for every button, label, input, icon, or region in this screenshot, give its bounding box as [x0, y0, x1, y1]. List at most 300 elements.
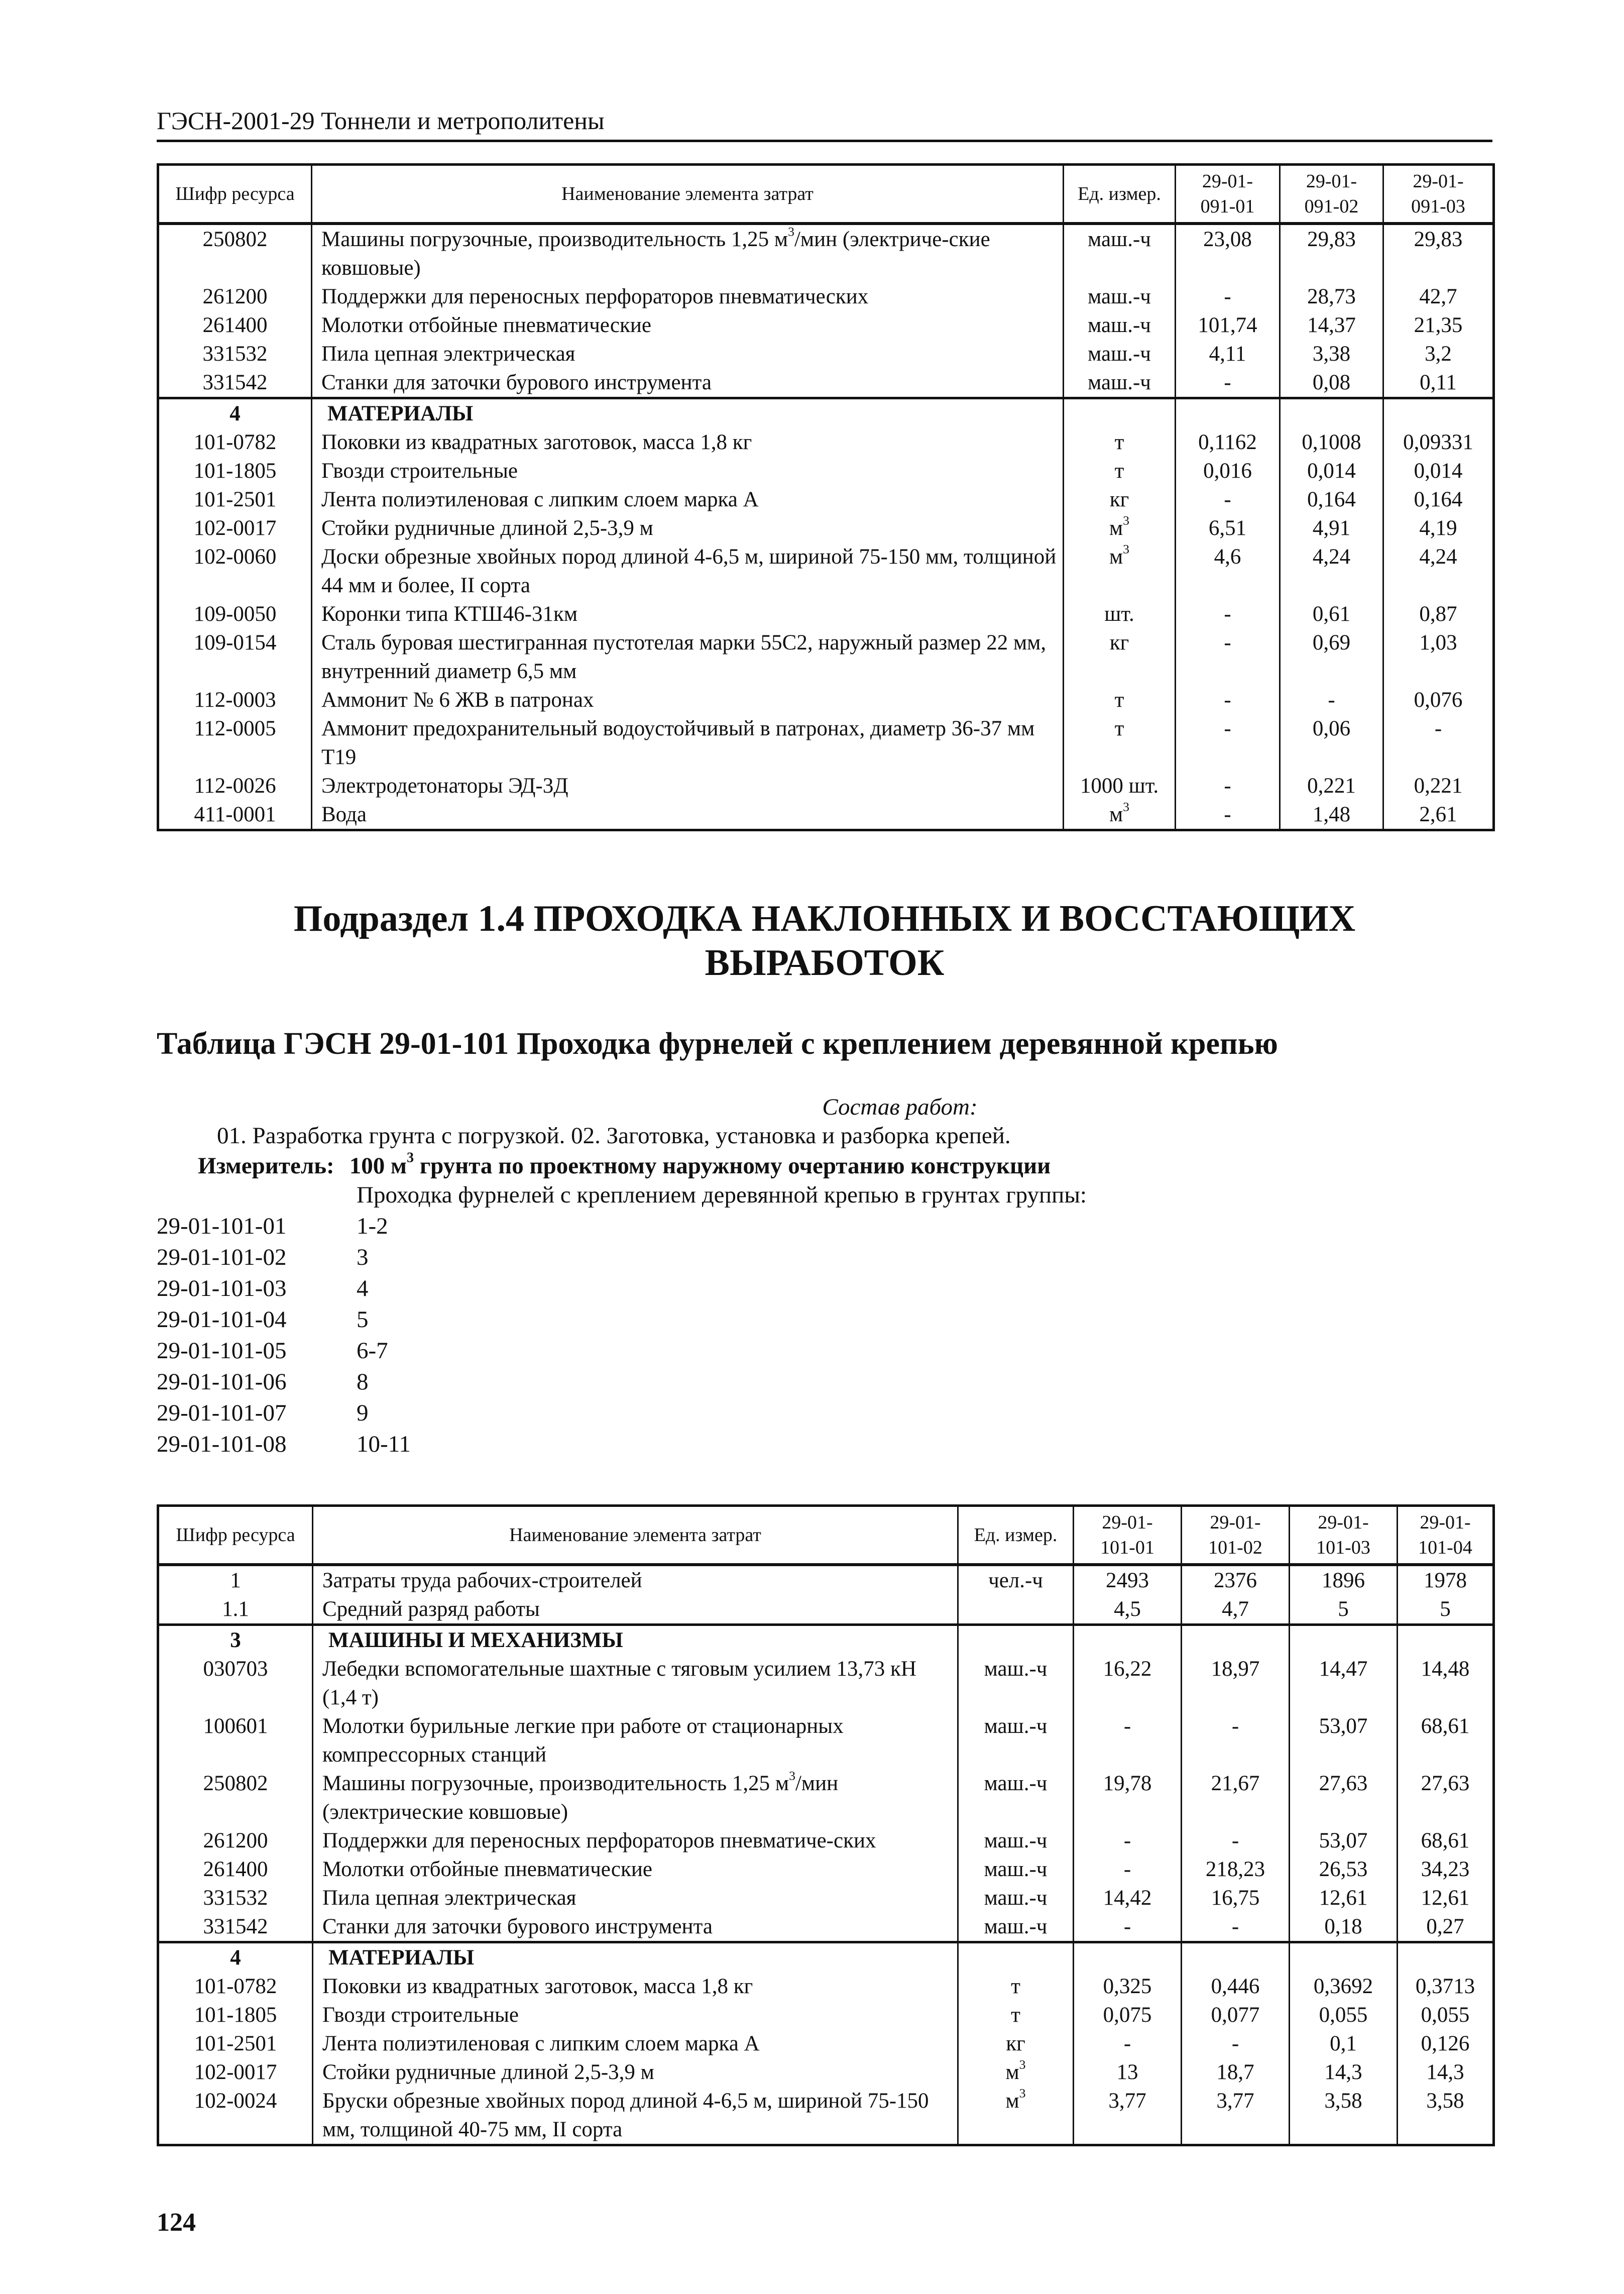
page-number: 124	[157, 2208, 196, 2237]
resource-name: Стойки рудничные длиной 2,5-3,9 м	[313, 2058, 958, 2087]
variant-code: 29-01-101-05	[157, 1338, 287, 1364]
resource-name: Молотки отбойные пневматические	[313, 1855, 958, 1884]
resource-code: 102-0060	[158, 542, 312, 600]
resource-name: Машины погрузочные, производительность 1,25 $м^3$/мин (электрические ковшовые)	[313, 1769, 958, 1826]
norm-value: 26,53	[1290, 1855, 1398, 1884]
table-row	[158, 2001, 1494, 2029]
norm-value: 2,61	[1383, 800, 1494, 830]
norm-value: -	[1176, 368, 1280, 398]
table-row	[158, 224, 1494, 282]
resource-code: 261400	[158, 311, 312, 340]
norm-value: 0,014	[1280, 457, 1383, 485]
norm-value: 3,58	[1290, 2087, 1398, 2145]
norm-value: 4,7	[1182, 1595, 1290, 1625]
variant-row	[157, 1429, 411, 1460]
norm-value: 4,6	[1176, 542, 1280, 600]
unit: маш.-ч	[1064, 311, 1176, 340]
unit: маш.-ч	[958, 1712, 1074, 1769]
resource-code: 101-2501	[158, 485, 312, 514]
norm-value: 29,83	[1383, 224, 1494, 282]
norm-value: 1896	[1290, 1565, 1398, 1595]
norm-value: 16,75	[1182, 1884, 1290, 1912]
table-row	[158, 457, 1494, 485]
column-header-variant: 29-01- 101-03	[1290, 1506, 1398, 1565]
column-header-variant: 29-01- 091-02	[1280, 165, 1383, 224]
resource-code: 3	[158, 1625, 313, 1655]
resource-name: Электродетонаторы ЭД-3Д	[312, 772, 1064, 800]
resource-name: Аммонит предохранительный водоустойчивый в патронах, диаметр 36-37 мм Т19	[312, 714, 1064, 772]
table-header-row	[158, 1506, 1494, 1565]
norm-value: 4,5	[1074, 1595, 1182, 1625]
variant-row	[157, 1335, 411, 1366]
resource-table-101	[157, 1504, 1495, 2146]
table-row	[158, 282, 1494, 311]
table-row	[158, 2058, 1494, 2087]
variant-row	[157, 1397, 411, 1429]
norm-value: 68,61	[1398, 1712, 1494, 1769]
norm-value: 4,19	[1383, 514, 1494, 542]
norm-value: 2493	[1074, 1565, 1182, 1595]
table-row	[158, 1855, 1494, 1884]
unit: маш.-ч	[958, 1884, 1074, 1912]
norm-value: 12,61	[1398, 1884, 1494, 1912]
norm-value: -	[1176, 686, 1280, 714]
table-row	[158, 311, 1494, 340]
table-row	[158, 1712, 1494, 1769]
resource-code: 101-0782	[158, 428, 312, 457]
column-header-variant: 29-01- 101-02	[1182, 1506, 1290, 1565]
norm-value: 0,076	[1383, 686, 1494, 714]
norm-value: -	[1074, 2029, 1182, 2058]
table-body	[158, 224, 1494, 830]
resource-name: Лента полиэтиленовая с липким слоем марка А	[313, 2029, 958, 2058]
resource-table-091	[157, 163, 1495, 831]
table-row	[158, 2029, 1494, 2058]
norm-value: 0,87	[1383, 600, 1494, 628]
table-header-row	[158, 165, 1494, 224]
norm-value: 27,63	[1290, 1769, 1398, 1826]
norm-value: -	[1182, 1712, 1290, 1769]
norm-value: 0,126	[1398, 2029, 1494, 2058]
unit: т	[1064, 714, 1176, 772]
variant-row	[157, 1366, 411, 1397]
norm-value: -	[1176, 800, 1280, 830]
resource-name: Поддержки для переносных перфораторов пневматиче-ских	[313, 1826, 958, 1855]
unit: кг	[958, 2029, 1074, 2058]
norm-value: 14,3	[1290, 2058, 1398, 2087]
resource-name: Аммонит № 6 ЖВ в патронах	[312, 686, 1064, 714]
resource-code: 4	[158, 1942, 313, 1973]
work-composition-items: 01. Разработка грунта с погрузкой. 02. Заготовка, установка и разборка крепей.	[217, 1123, 1011, 1149]
soil-group: 10-11	[357, 1431, 411, 1457]
variant-code: 29-01-101-02	[157, 1244, 287, 1270]
norm-value: 14,48	[1398, 1655, 1494, 1712]
unit: чел.-ч	[958, 1565, 1074, 1595]
variant-code: 29-01-101-08	[157, 1431, 287, 1457]
resource-code: 250802	[158, 1769, 313, 1826]
soil-group: 5	[357, 1306, 369, 1333]
norm-value	[1176, 398, 1280, 428]
resource-name: Поддержки для переносных перфораторов пневматических	[312, 282, 1064, 311]
unit: $м^3$	[958, 2087, 1074, 2145]
norm-value: 0,3692	[1290, 1972, 1398, 2001]
resource-name: Пила цепная электрическая	[313, 1884, 958, 1912]
unit: $м^3$	[1064, 542, 1176, 600]
table-body	[158, 1565, 1494, 2145]
resource-name: Стойки рудничные длиной 2,5-3,9 м	[312, 514, 1064, 542]
resource-name: Поковки из квадратных заготовок, масса 1,8 кг	[312, 428, 1064, 457]
variant-list	[157, 1211, 411, 1460]
table-row	[158, 1655, 1494, 1712]
variant-row	[157, 1273, 411, 1304]
norm-value: 16,22	[1074, 1655, 1182, 1712]
resource-code: 4	[158, 398, 312, 428]
unit: шт.	[1064, 600, 1176, 628]
unit: $м^3$	[1064, 800, 1176, 830]
norm-value: 2376	[1182, 1565, 1290, 1595]
table-row	[158, 714, 1494, 772]
norm-value: 23,08	[1176, 224, 1280, 282]
table-row	[158, 800, 1494, 830]
table-row	[158, 772, 1494, 800]
measure-label: Измеритель:	[198, 1153, 334, 1179]
column-header-name: Наименование элемента затрат	[313, 1506, 958, 1565]
resource-code: 261400	[158, 1855, 313, 1884]
norm-value: -	[1176, 600, 1280, 628]
resource-code: 112-0026	[158, 772, 312, 800]
column-header-variant: 29-01- 091-01	[1176, 165, 1280, 224]
unit: маш.-ч	[958, 1769, 1074, 1826]
section-title: МАТЕРИАЛЫ	[312, 398, 1064, 428]
norm-value: 4,24	[1280, 542, 1383, 600]
resource-name: Машины погрузочные, производительность 1,25 $м^3$/мин (электриче-ские ковшовые)	[312, 224, 1064, 282]
norm-value: 4,24	[1383, 542, 1494, 600]
unit: $м^3$	[1064, 514, 1176, 542]
unit: маш.-ч	[1064, 224, 1176, 282]
unit: маш.-ч	[1064, 340, 1176, 368]
norm-value: 0,055	[1398, 2001, 1494, 2029]
resource-code: 102-0017	[158, 2058, 313, 2087]
soil-group: 1-2	[357, 1213, 388, 1239]
running-title: ГЭСН-2001-29 Тоннели и метрополитены	[157, 105, 1492, 142]
norm-value: 0,014	[1383, 457, 1494, 485]
table-row	[158, 1826, 1494, 1855]
norm-value: 0,69	[1280, 628, 1383, 686]
unit	[958, 1595, 1074, 1625]
unit: т	[958, 2001, 1074, 2029]
column-header-variant: 29-01- 101-01	[1074, 1506, 1182, 1565]
resource-name: Затраты труда рабочих-строителей	[313, 1565, 958, 1595]
norm-value: -	[1176, 628, 1280, 686]
norm-value: 5	[1290, 1595, 1398, 1625]
norm-value: 101,74	[1176, 311, 1280, 340]
norm-value: 3,77	[1074, 2087, 1182, 2145]
norm-value: -	[1074, 1826, 1182, 1855]
norm-value: 18,7	[1182, 2058, 1290, 2087]
resource-code: 261200	[158, 1826, 313, 1855]
column-header-unit: Ед. измер.	[1064, 165, 1176, 224]
section-row	[158, 1942, 1494, 1973]
norm-value: 0,077	[1182, 2001, 1290, 2029]
norm-value	[1074, 1625, 1182, 1655]
norm-value: 0,164	[1280, 485, 1383, 514]
section-title: МАТЕРИАЛЫ	[313, 1942, 958, 1973]
resource-name: Молотки бурильные легкие при работе от стационарных компрессорных станций	[313, 1712, 958, 1769]
norm-value: 3,58	[1398, 2087, 1494, 2145]
norm-value: 0,055	[1290, 2001, 1398, 2029]
table-row	[158, 1972, 1494, 2001]
resource-name: Гвозди строительные	[313, 2001, 958, 2029]
table-row	[158, 1595, 1494, 1625]
resource-code: 331542	[158, 1912, 313, 1942]
resource-name: Средний разряд работы	[313, 1595, 958, 1625]
norm-value: 0,221	[1383, 772, 1494, 800]
variant-code: 29-01-101-04	[157, 1306, 287, 1333]
norm-value	[1280, 398, 1383, 428]
norm-value: 218,23	[1182, 1855, 1290, 1884]
resource-name: Станки для заточки бурового инструмента	[312, 368, 1064, 398]
unit: 1000 шт.	[1064, 772, 1176, 800]
norm-value: -	[1176, 282, 1280, 311]
norm-value: -	[1176, 714, 1280, 772]
norm-value	[1398, 1942, 1494, 1973]
norm-value: 53,07	[1290, 1712, 1398, 1769]
norm-value: 0,18	[1290, 1912, 1398, 1942]
unit	[958, 1625, 1074, 1655]
resource-code: 101-2501	[158, 2029, 313, 2058]
norm-value: 4,91	[1280, 514, 1383, 542]
unit: т	[1064, 428, 1176, 457]
norm-value: 14,42	[1074, 1884, 1182, 1912]
table-row	[158, 1565, 1494, 1595]
column-header-code: Шифр ресурса	[158, 165, 312, 224]
resource-code: 331532	[158, 1884, 313, 1912]
column-header-unit: Ед. измер.	[958, 1506, 1074, 1565]
norm-value: 0,61	[1280, 600, 1383, 628]
variant-row	[157, 1211, 411, 1242]
resource-code: 100601	[158, 1712, 313, 1769]
soil-group: 9	[357, 1400, 369, 1426]
norm-value	[1182, 1942, 1290, 1973]
resource-code: 102-0017	[158, 514, 312, 542]
table-row	[158, 1884, 1494, 1912]
table-row	[158, 2087, 1494, 2145]
table-row	[158, 368, 1494, 398]
unit	[958, 1942, 1074, 1973]
norm-value: 42,7	[1383, 282, 1494, 311]
norm-value: 3,77	[1182, 2087, 1290, 2145]
norm-value: 19,78	[1074, 1769, 1182, 1826]
norm-value: 0,446	[1182, 1972, 1290, 2001]
resource-code: 102-0024	[158, 2087, 313, 2145]
resource-code: 112-0005	[158, 714, 312, 772]
norm-value: 14,37	[1280, 311, 1383, 340]
column-header-name: Наименование элемента затрат	[312, 165, 1064, 224]
norm-value: 4,11	[1176, 340, 1280, 368]
norm-value: 18,97	[1182, 1655, 1290, 1712]
resource-code: 101-1805	[158, 2001, 313, 2029]
norm-value: -	[1074, 1712, 1182, 1769]
norm-value	[1290, 1625, 1398, 1655]
norm-value: 21,67	[1182, 1769, 1290, 1826]
resource-name: Доски обрезные хвойных пород длиной 4-6,5 м, шириной 75-150 мм, толщиной 44 мм и более, II сорта	[312, 542, 1064, 600]
resource-name: Гвозди строительные	[312, 457, 1064, 485]
unit: т	[958, 1972, 1074, 2001]
resource-code: 1.1	[158, 1595, 313, 1625]
norm-value: 28,73	[1280, 282, 1383, 311]
resource-name: Сталь буровая шестигранная пустотелая марки 55С2, наружный размер 22 мм, внутренний диаметр 6,5 мм	[312, 628, 1064, 686]
resource-code: 261200	[158, 282, 312, 311]
norm-value: 29,83	[1280, 224, 1383, 282]
unit	[1064, 398, 1176, 428]
group-caption: Проходка фурнелей с креплением деревянной крепью в грунтах группы:	[357, 1182, 1087, 1208]
table-row	[158, 600, 1494, 628]
norm-value: 34,23	[1398, 1855, 1494, 1884]
norm-value: 68,61	[1398, 1826, 1494, 1855]
table-row	[158, 514, 1494, 542]
resource-name: Станки для заточки бурового инструмента	[313, 1912, 958, 1942]
section-row	[158, 1625, 1494, 1655]
table-row	[158, 628, 1494, 686]
variant-code: 29-01-101-01	[157, 1213, 287, 1239]
norm-value: 0,11	[1383, 368, 1494, 398]
resource-code: 109-0154	[158, 628, 312, 686]
norm-value: 0,1	[1290, 2029, 1398, 2058]
norm-value: 14,3	[1398, 2058, 1494, 2087]
norm-value: 21,35	[1383, 311, 1494, 340]
table-row	[158, 686, 1494, 714]
soil-group: 8	[357, 1369, 369, 1395]
norm-value: -	[1280, 686, 1383, 714]
norm-value	[1182, 1625, 1290, 1655]
norm-value: 0,221	[1280, 772, 1383, 800]
norm-value: 0,27	[1398, 1912, 1494, 1942]
norm-value: 0,08	[1280, 368, 1383, 398]
resource-code: 030703	[158, 1655, 313, 1712]
subsection-title: Подраздел 1.4 ПРОХОДКА НАКЛОННЫХ И ВОССТАЮЩИХ ВЫРАБОТОК	[293, 898, 1356, 984]
resource-code: 101-1805	[158, 457, 312, 485]
norm-value: 27,63	[1398, 1769, 1494, 1826]
norm-value: 0,3713	[1398, 1972, 1494, 2001]
unit: $м^3$	[958, 2058, 1074, 2087]
column-header-code: Шифр ресурса	[158, 1506, 313, 1565]
unit: маш.-ч	[1064, 368, 1176, 398]
soil-group: 3	[357, 1244, 369, 1270]
norm-value: 12,61	[1290, 1884, 1398, 1912]
norm-value: -	[1074, 1912, 1182, 1942]
resource-code: 250802	[158, 224, 312, 282]
column-header-variant: 29-01- 091-03	[1383, 165, 1494, 224]
soil-group: 6-7	[357, 1338, 388, 1364]
norm-value: -	[1383, 714, 1494, 772]
norm-value: 0,1162	[1176, 428, 1280, 457]
norm-value: -	[1182, 1912, 1290, 1942]
norm-value: -	[1176, 485, 1280, 514]
table-row	[158, 1912, 1494, 1942]
resource-name: Коронки типа КТШ46-31км	[312, 600, 1064, 628]
norm-value: -	[1176, 772, 1280, 800]
unit: т	[1064, 686, 1176, 714]
table-row	[158, 485, 1494, 514]
unit: маш.-ч	[958, 1826, 1074, 1855]
norm-value: 0,016	[1176, 457, 1280, 485]
norm-value	[1398, 1625, 1494, 1655]
variant-row	[157, 1242, 411, 1273]
norm-value: 6,51	[1176, 514, 1280, 542]
resource-name: Лента полиэтиленовая с липким слоем марка А	[312, 485, 1064, 514]
resource-code: 331532	[158, 340, 312, 368]
norm-value: 13	[1074, 2058, 1182, 2087]
norm-value: 1,03	[1383, 628, 1494, 686]
norm-value	[1290, 1942, 1398, 1973]
unit: т	[1064, 457, 1176, 485]
norm-value: 0,09331	[1383, 428, 1494, 457]
unit: маш.-ч	[958, 1912, 1074, 1942]
unit: кг	[1064, 628, 1176, 686]
measure-unit: Измеритель: 100 $м^3$ грунта по проектному наружному очертанию конструкции	[198, 1150, 1051, 1179]
soil-group: 4	[357, 1275, 369, 1301]
table-row	[158, 340, 1494, 368]
norm-value: 14,47	[1290, 1655, 1398, 1712]
variant-code: 29-01-101-03	[157, 1275, 287, 1301]
resource-code: 112-0003	[158, 686, 312, 714]
resource-name: Лебедки вспомогательные шахтные с тяговым усилием 13,73 кН (1,4 т)	[313, 1655, 958, 1712]
norm-value: 5	[1398, 1595, 1494, 1625]
norm-value: 53,07	[1290, 1826, 1398, 1855]
resource-code: 1	[158, 1565, 313, 1595]
variant-code: 29-01-101-06	[157, 1369, 287, 1395]
resource-code: 109-0050	[158, 600, 312, 628]
norm-value: 0,075	[1074, 2001, 1182, 2029]
norm-value	[1074, 1942, 1182, 1973]
norm-value: 1978	[1398, 1565, 1494, 1595]
resource-code: 101-0782	[158, 1972, 313, 2001]
table-row	[158, 1769, 1494, 1826]
variant-code: 29-01-101-07	[157, 1400, 287, 1426]
resource-code: 411-0001	[158, 800, 312, 830]
resource-name: Бруски обрезные хвойных пород длиной 4-6,5 м, шириной 75-150 мм, толщиной 40-75 мм, II сорта	[313, 2087, 958, 2145]
resource-name: Поковки из квадратных заготовок, масса 1,8 кг	[313, 1972, 958, 2001]
norm-value: 0,06	[1280, 714, 1383, 772]
norm-value	[1383, 398, 1494, 428]
norm-value: 1,48	[1280, 800, 1383, 830]
norm-value: 0,164	[1383, 485, 1494, 514]
norm-value: 3,2	[1383, 340, 1494, 368]
norm-value: 3,38	[1280, 340, 1383, 368]
table-title: Таблица ГЭСН 29-01-101 Проходка фурнелей с креплением деревянной крепью	[157, 1027, 1278, 1061]
unit: кг	[1064, 485, 1176, 514]
work-composition-label: Состав работ:	[822, 1094, 978, 1120]
norm-value: 0,325	[1074, 1972, 1182, 2001]
unit: маш.-ч	[958, 1655, 1074, 1712]
unit: маш.-ч	[958, 1855, 1074, 1884]
table-row	[158, 428, 1494, 457]
norm-value: 0,1008	[1280, 428, 1383, 457]
norm-value: -	[1182, 2029, 1290, 2058]
section-title: МАШИНЫ И МЕХАНИЗМЫ	[313, 1625, 958, 1655]
section-row	[158, 398, 1494, 428]
unit: маш.-ч	[1064, 282, 1176, 311]
resource-name: Пила цепная электрическая	[312, 340, 1064, 368]
table-row	[158, 542, 1494, 600]
column-header-variant: 29-01- 101-04	[1398, 1506, 1494, 1565]
resource-code: 331542	[158, 368, 312, 398]
variant-row	[157, 1304, 411, 1335]
norm-value: -	[1182, 1826, 1290, 1855]
resource-name: Вода	[312, 800, 1064, 830]
resource-name: Молотки отбойные пневматические	[312, 311, 1064, 340]
norm-value: -	[1074, 1855, 1182, 1884]
